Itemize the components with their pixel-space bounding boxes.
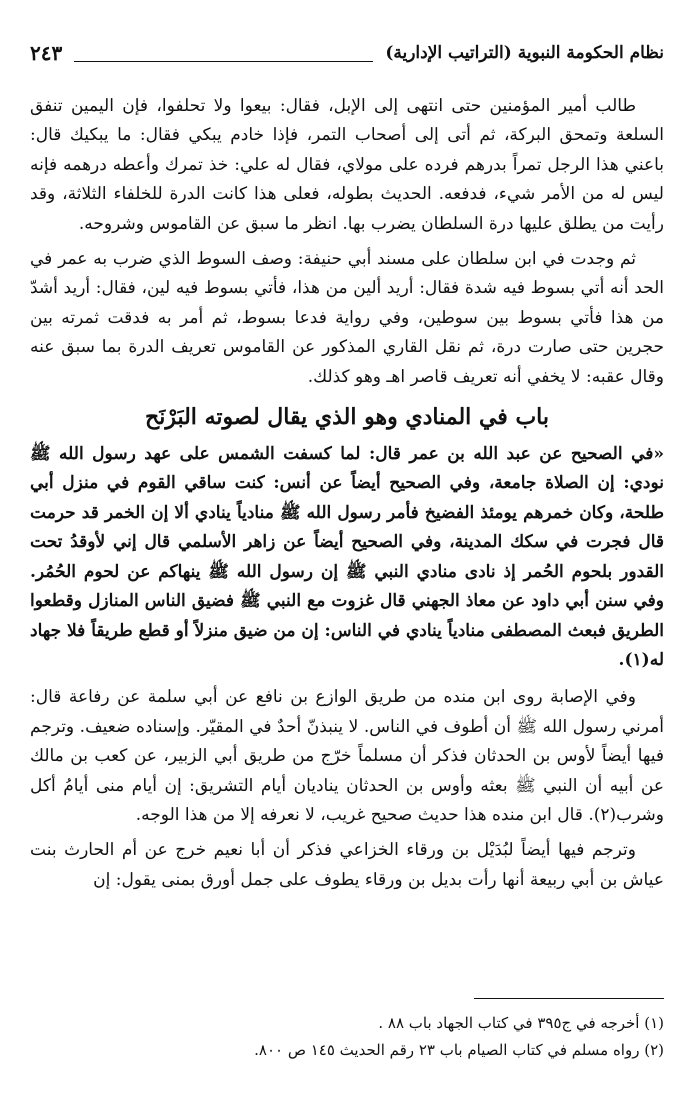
footnote-rule xyxy=(474,998,664,999)
footnote-2: (٢) رواه مسلم في كتاب الصيام باب ٢٣ رقم الحديث ١٤٥ ص ٨٠٠. xyxy=(254,1041,664,1059)
page-header xyxy=(30,38,664,68)
paragraph-2: ثم وجدت في ابن سلطان على مسند أبي حنيفة: وصف السوط الذي ضرب به عمر في الحد أنه أتي بسوط فيه شدة فقال: أريد ألين من هذا، فأتي بسوط فيه لين، فقال: أريد أشدّ من هذا فأتي بسوط بين سوطين، وفي رواية فدعا بسوط، ثم أمر به فدقت ثمرته بين حجرين حتى صارت درة، ثم نقل القاري المذكور عن القاموس تعريف الدرة بما سبق عنه وقال عقبه: لا يخفي أنه تعريف قاصر اهـ وهو كذلك. xyxy=(30,249,664,387)
chapter-title: باب في المنادي وهو الذي يقال لصوته البَرْنَح xyxy=(145,404,549,431)
footnote-1: (١) أخرجه في ج٣٩٥ في كتاب الجهاد باب ٨٨ . xyxy=(378,1014,664,1032)
body-text xyxy=(30,92,664,895)
page-number: ٢٤٣ xyxy=(30,41,63,65)
footnotes xyxy=(30,1010,664,1064)
paragraph-3: وفي الإصابة روى ابن منده من طريق الوازع بن نافع عن أبي سلمة عن رفاعة قال: أمرني رسول الله ﷺ أن أطوف في الناس. لا ينبذنّ أحدٌ في المقيّر. وإسناده ضعيف. وترجم فيها أيضاً لأوس بن الحدثان فذكر أن مسلماً خرّج من طريق أبي الزبير، عن كعب بن مالك عن أبيه أن النبي ﷺ بعثه وأوس بن الحدثان يناديان أيام التشريق: إن أيام منى أيامُ أكل وشرب(٢). قال ابن منده هذا حديث صحيح غريب، لا نعرفه إلا من هذا الوجه. xyxy=(30,687,664,825)
header-rule xyxy=(74,61,373,62)
running-title: نظام الحكومة النبوية (التراتيب الإدارية) xyxy=(385,43,664,63)
paragraph-4: وترجم فيها أيضاً لبُدَيْل بن ورقاء الخزاعي فذكر أن أبا نعيم خرج عن أم الحارث بنت عياش بن أبي ربيعة أنها رأت بديل بن ورقاء يطوف على جمل أورق بمنى يقول: إن xyxy=(30,840,664,890)
paragraph-1: طالب أمير المؤمنين حتى انتهى إلى الإبل، فقال: بيعوا ولا تحلفوا، فإن اليمين تنفق السلعة وتمحق البركة، ثم أتى إلى أصحاب التمر، فإذا خادم يبكي فقال: ما يبكيك قال: باعني هذا الرجل تمراً بدرهم فرده على مولاي، فقال له علي: خذ تمرك وأعطه درهمه فإنه ليس له من الأمر شيء، فدفعه. الحديث بطوله، فعلى هذا كانت الدرة للخلفاء الثلاثة، وقد رأيت من يطلق عليها درة السلطان يضرب بها. انظر ما سبق عن القاموس وشروحه. xyxy=(30,96,664,234)
quoted-passage: «في الصحيح عن عبد الله بن عمر قال: لما كسفت الشمس على عهد رسول الله ﷺ نودي: إن الصلاة جامعة، وفي الصحيح أيضاً عن أنس: كنت ساقي القوم في منزل أبي طلحة، وكان خمرهم يومئذ الفضيخ فأمر رسول الله ﷺ منادياً ينادي ألا إن الخمر قد حرمت قال فجرت في سكك المدينة، وفي الصحيح أيضاً عن زاهر الأسلمي قال إني لأوقدُ تحت القدور بلحوم الحُمر إذ نادى منادي النبي ﷺ إن رسول الله ﷺ ينهاكم عن لحوم الحُمُر. وفي سنن أبي داود عن معاذ الجهني قال غزوت مع النبي ﷺ فضيق الناس المنازل وقطعوا الطريق فبعث المصطفى منادياً ينادي في الناس: إن من ضيق منزلاً أو قطع طريقاً فلا جهاد له(١). xyxy=(30,444,664,670)
